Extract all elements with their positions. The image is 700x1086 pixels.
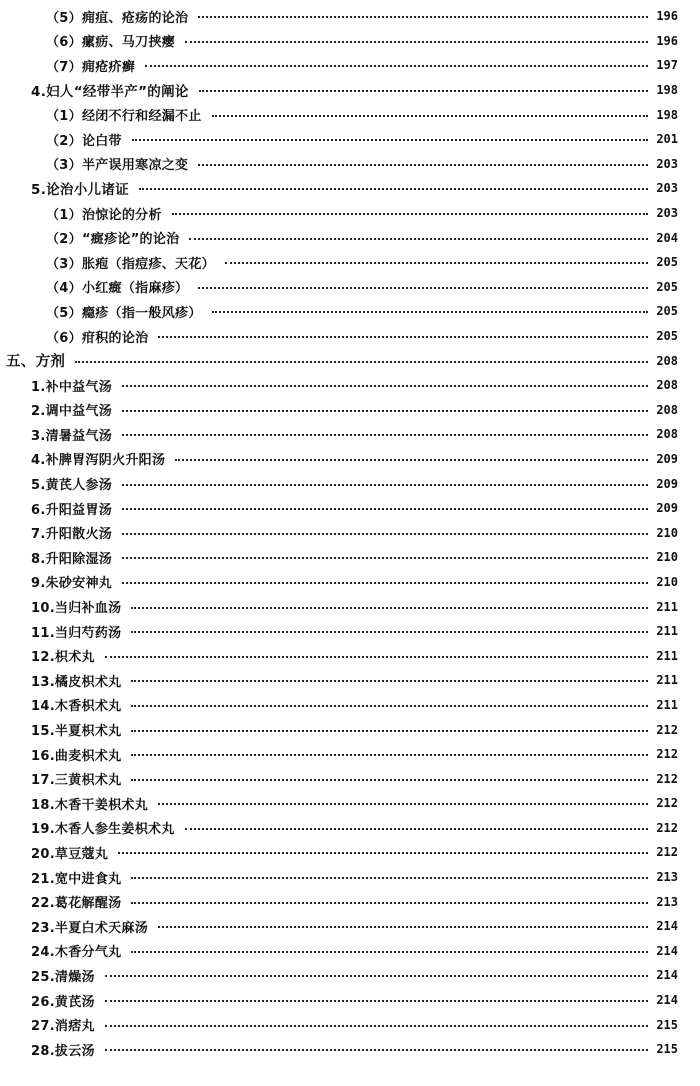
toc-entry-title: 23.半夏白术天麻汤 — [31, 920, 149, 936]
toc-entry[interactable] — [0, 742, 700, 767]
toc-entry-page: 212 — [656, 747, 678, 762]
toc-entry[interactable] — [0, 447, 700, 472]
dot-leader — [131, 680, 648, 682]
toc-entry-title: 22.葛花解醒汤 — [31, 896, 122, 912]
toc-entry[interactable] — [0, 791, 700, 816]
toc-entry-title: 5.黄芪人参汤 — [31, 478, 113, 494]
dot-leader — [172, 213, 648, 215]
toc-entry-page: 214 — [656, 968, 678, 983]
toc-entry-title: 11.当归芍药汤 — [31, 625, 122, 641]
toc-entry-page: 210 — [656, 525, 678, 540]
toc-entry-title: 26.黄芪汤 — [31, 994, 95, 1010]
toc-entry-page: 208 — [656, 353, 678, 368]
dot-leader — [185, 41, 648, 43]
dot-leader — [131, 631, 648, 633]
toc-entry-page: 203 — [656, 181, 678, 196]
toc-entry-title: 4.补脾胃泻阴火升阳汤 — [31, 453, 166, 469]
dot-leader — [105, 1000, 648, 1002]
toc-entry-page: 211 — [656, 599, 678, 614]
toc-entry[interactable] — [0, 570, 700, 595]
toc-entry-page: 212 — [656, 796, 678, 811]
dot-leader — [131, 607, 648, 609]
toc-entry-title: （4）小红癍（指麻疹） — [46, 281, 189, 297]
toc-entry-page: 215 — [656, 1042, 678, 1057]
toc-entry-page: 211 — [656, 673, 678, 688]
toc-entry-title: 1.补中益气汤 — [31, 379, 113, 395]
toc-entry[interactable] — [0, 889, 700, 914]
toc-entry[interactable] — [0, 471, 700, 496]
toc-entry-page: 198 — [656, 107, 678, 122]
dot-leader — [131, 705, 648, 707]
toc-entry[interactable] — [0, 152, 700, 177]
toc-entry-title: 27.消痞丸 — [31, 1019, 95, 1035]
toc-entry-title: 19.木香人参生姜枳术丸 — [31, 822, 175, 838]
toc-entry-title: 3.清暑益气汤 — [31, 428, 113, 444]
toc-entry[interactable] — [0, 840, 700, 865]
toc-entry-page: 212 — [656, 820, 678, 835]
dot-leader — [131, 902, 648, 904]
toc-entry[interactable] — [0, 865, 700, 890]
toc-entry-title: 24.木香分气丸 — [31, 945, 122, 961]
dot-leader — [122, 557, 648, 559]
toc-entry-title: 15.半夏枳术丸 — [31, 724, 122, 740]
dot-leader — [122, 410, 648, 412]
toc-entry-page: 204 — [656, 230, 678, 245]
toc-entry-title: 7.升阳散火汤 — [31, 527, 113, 543]
toc-entry-title: （5）痈疽、疮疡的论治 — [46, 10, 189, 26]
toc-entry[interactable] — [0, 594, 700, 619]
dot-leader — [158, 336, 648, 338]
toc-entry-title: （3）半产误用寒凉之变 — [46, 158, 189, 174]
toc-entry-page: 205 — [656, 329, 678, 344]
toc-entry-title: 18.木香干姜枳术丸 — [31, 797, 149, 813]
dot-leader — [122, 434, 648, 436]
table-of-contents — [0, 4, 700, 1062]
toc-entry-page: 209 — [656, 451, 678, 466]
toc-entry[interactable] — [0, 717, 700, 742]
dot-leader — [212, 311, 648, 313]
toc-entry-page: 211 — [656, 624, 678, 639]
toc-entry-page: 212 — [656, 771, 678, 786]
toc-entry[interactable] — [0, 201, 700, 226]
toc-entry-page: 196 — [656, 33, 678, 48]
toc-entry-title: 14.木香枳术丸 — [31, 699, 122, 715]
toc-entry-title: （7）痈疮疥癣 — [46, 59, 136, 75]
toc-entry-page: 211 — [656, 697, 678, 712]
toc-entry-page: 215 — [656, 1017, 678, 1032]
toc-entry[interactable] — [0, 275, 700, 300]
dot-leader — [122, 484, 648, 486]
toc-entry-title: （2）“癍疹论”的论治 — [46, 232, 180, 248]
dot-leader — [131, 951, 648, 953]
toc-entry-title: 16.曲麦枳术丸 — [31, 748, 122, 764]
dot-leader — [185, 828, 648, 830]
toc-entry[interactable] — [0, 545, 700, 570]
toc-entry-title: （1）经闭不行和经漏不止 — [46, 109, 202, 125]
toc-entry[interactable] — [0, 766, 700, 791]
dot-leader — [198, 164, 648, 166]
toc-entry[interactable] — [0, 963, 700, 988]
dot-leader — [139, 188, 648, 190]
toc-entry-title: 8.升阳除湿汤 — [31, 551, 113, 567]
toc-entry-page: 205 — [656, 304, 678, 319]
toc-entry[interactable] — [0, 29, 700, 54]
toc-entry-page: 203 — [656, 156, 678, 171]
toc-entry-title: 10.当归补血汤 — [31, 601, 122, 617]
toc-entry-page: 196 — [656, 9, 678, 24]
toc-entry[interactable] — [0, 398, 700, 423]
toc-entry-title: 2.调中益气汤 — [31, 404, 113, 420]
toc-entry-title: 9.朱砂安神丸 — [31, 576, 113, 592]
toc-entry[interactable] — [0, 693, 700, 718]
toc-entry-title: 12.枳术丸 — [31, 650, 95, 666]
toc-entry[interactable] — [0, 299, 700, 324]
toc-entry-title: （6）瘰疬、马刀挟瘿 — [46, 35, 176, 51]
toc-entry-title: （5）瘾疹（指一般风疹） — [46, 305, 202, 321]
toc-entry[interactable] — [0, 102, 700, 127]
toc-entry-page: 213 — [656, 894, 678, 909]
toc-entry-page: 209 — [656, 501, 678, 516]
toc-entry[interactable] — [0, 53, 700, 78]
toc-entry-page: 211 — [656, 648, 678, 663]
dot-leader — [198, 287, 648, 289]
dot-leader — [132, 139, 648, 141]
dot-leader — [105, 975, 648, 977]
dot-leader — [212, 115, 648, 117]
toc-entry[interactable] — [0, 4, 700, 29]
toc-entry[interactable] — [0, 176, 700, 201]
dot-leader — [118, 852, 648, 854]
toc-entry-title: （1）治惊论的分析 — [46, 207, 162, 223]
toc-entry-title: 17.三黄枳术丸 — [31, 773, 122, 789]
toc-entry[interactable] — [0, 619, 700, 644]
toc-entry-page: 214 — [656, 919, 678, 934]
toc-entry-page: 197 — [656, 58, 678, 73]
toc-entry-page: 208 — [656, 378, 678, 393]
toc-entry-page: 213 — [656, 870, 678, 885]
toc-entry-title: 5.论治小儿诸证 — [31, 182, 129, 199]
toc-entry[interactable] — [0, 250, 700, 275]
toc-entry-title: 6.升阳益胃汤 — [31, 502, 113, 518]
toc-entry-page: 214 — [656, 993, 678, 1008]
dot-leader — [75, 361, 648, 363]
toc-entry-page: 210 — [656, 574, 678, 589]
toc-entry-title: （2）论白带 — [46, 133, 122, 149]
toc-entry[interactable] — [0, 816, 700, 841]
toc-entry-page: 205 — [656, 279, 678, 294]
toc-entry-title: 五、方剂 — [6, 354, 66, 371]
toc-entry-page: 212 — [656, 722, 678, 737]
toc-entry-page: 214 — [656, 943, 678, 958]
toc-entry[interactable] — [0, 1012, 700, 1037]
toc-entry[interactable] — [0, 348, 700, 373]
toc-entry-title: 20.草豆蔻丸 — [31, 846, 109, 862]
dot-leader — [158, 803, 648, 805]
toc-entry-page: 198 — [656, 83, 678, 98]
dot-leader — [225, 262, 648, 264]
toc-entry-title: 25.清燥汤 — [31, 969, 95, 985]
dot-leader — [131, 754, 648, 756]
toc-entry[interactable] — [0, 422, 700, 447]
toc-entry[interactable] — [0, 939, 700, 964]
dot-leader — [175, 459, 648, 461]
toc-entry-page: 209 — [656, 476, 678, 491]
toc-entry[interactable] — [0, 373, 700, 398]
toc-entry-title: 21.宽中进食丸 — [31, 871, 122, 887]
toc-entry[interactable] — [0, 1037, 700, 1062]
toc-entry-title: （6）疳积的论治 — [46, 330, 149, 346]
toc-entry-page: 208 — [656, 427, 678, 442]
dot-leader — [199, 90, 648, 92]
dot-leader — [131, 877, 648, 879]
dot-leader — [198, 16, 648, 18]
toc-entry-title: （3）胀疱（指痘疹、天花） — [46, 256, 215, 272]
dot-leader — [122, 385, 648, 387]
toc-entry-title: 28.拔云汤 — [31, 1043, 95, 1059]
dot-leader — [158, 926, 648, 928]
toc-entry[interactable] — [0, 324, 700, 349]
toc-entry[interactable] — [0, 988, 700, 1013]
toc-entry-page: 208 — [656, 402, 678, 417]
toc-entry[interactable] — [0, 225, 700, 250]
toc-entry-page: 205 — [656, 255, 678, 270]
dot-leader — [122, 582, 648, 584]
toc-entry-page: 203 — [656, 206, 678, 221]
toc-entry[interactable] — [0, 914, 700, 939]
toc-entry[interactable] — [0, 127, 700, 152]
toc-entry[interactable] — [0, 668, 700, 693]
toc-entry[interactable] — [0, 496, 700, 521]
toc-entry[interactable] — [0, 78, 700, 103]
dot-leader — [189, 238, 648, 240]
dot-leader — [105, 1025, 648, 1027]
toc-entry-page: 210 — [656, 550, 678, 565]
toc-entry-page: 212 — [656, 845, 678, 860]
dot-leader — [122, 508, 648, 510]
dot-leader — [131, 730, 648, 732]
dot-leader — [122, 533, 648, 535]
toc-entry-page: 201 — [656, 132, 678, 147]
dot-leader — [131, 779, 648, 781]
dot-leader — [105, 1049, 648, 1051]
dot-leader — [105, 656, 648, 658]
toc-entry-title: 4.妇人“经带半产”的阐论 — [31, 84, 189, 101]
toc-entry-title: 13.橘皮枳术丸 — [31, 674, 122, 690]
toc-entry[interactable] — [0, 520, 700, 545]
toc-entry[interactable] — [0, 643, 700, 668]
dot-leader — [145, 65, 648, 67]
